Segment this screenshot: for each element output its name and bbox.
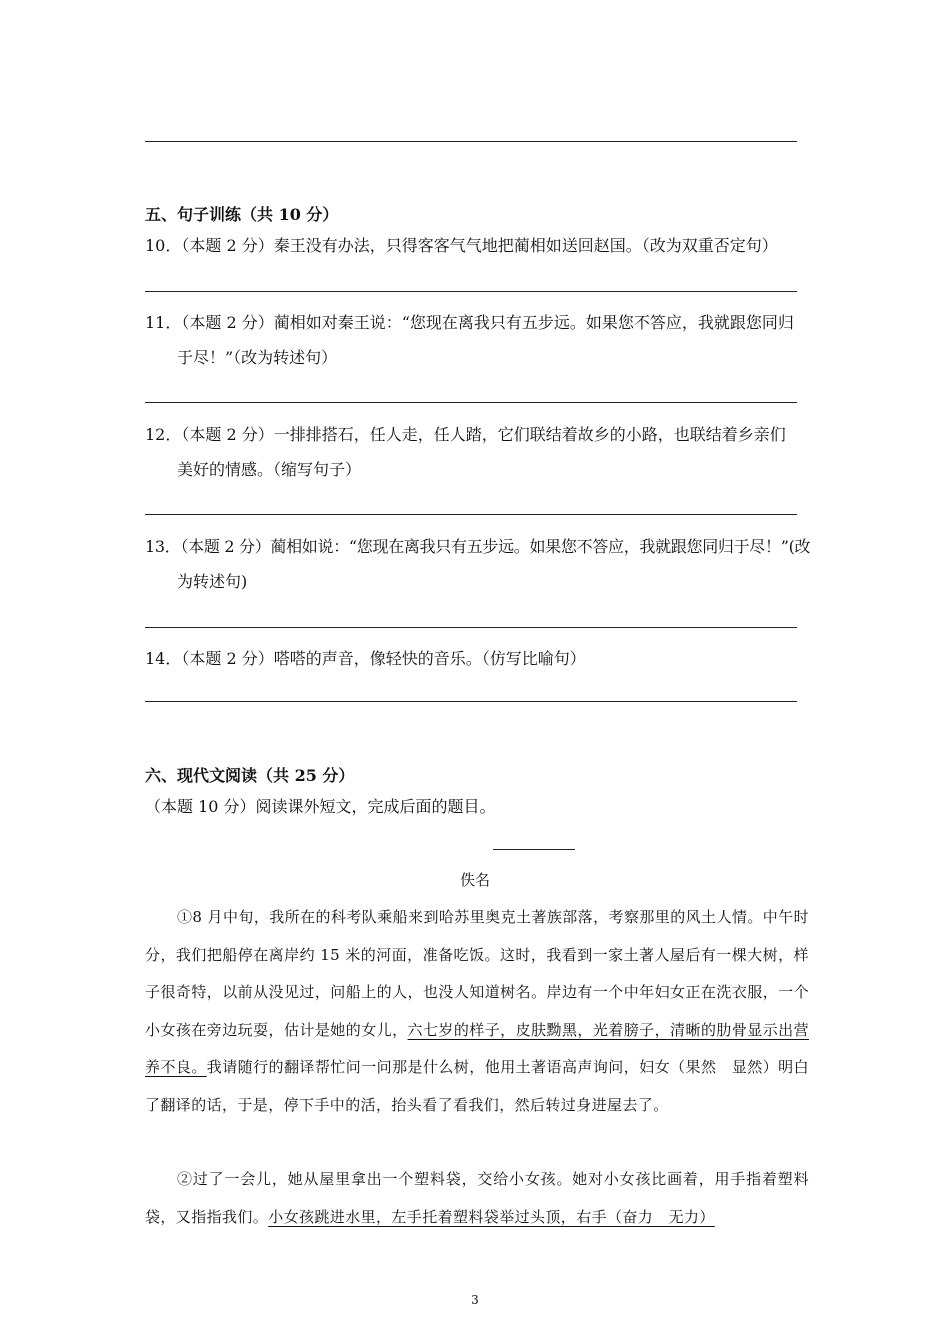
question-12-continued: 美好的情感。（缩写句子） xyxy=(177,460,362,479)
question-11-continued: 于尽！”（改为转述句） xyxy=(177,348,338,367)
question-10: 10．（本题 2 分）秦王没有办法，只得客客气气地把蔺相如送回赵国。（改为双重否定句） xyxy=(145,236,778,255)
question-12: 12．（本题 2 分）一排排搭石，任人走，任人踏，它们联结着故乡的小路，也联结着乡亲们 xyxy=(145,425,786,444)
answer-line xyxy=(145,291,797,292)
paragraph-1-text: ①8 月中旬，我所在的科考队乘船来到哈苏里奥克土著族部落，考察那里的风土人情。中午时分，我们把船停在离岸约 15 米的河面，准备吃饭。这时，我看到一家土著人屋后有一棵大树，样子很奇特，以前从没见过，问船上的人，也没人知道树名。岸边有一个中年妇女正在洗衣服，一个小女孩在旁边玩耍，估计是她的女儿， xyxy=(145,908,809,1039)
question-13-continued: 为转述句) xyxy=(177,572,248,591)
question-14: 14．（本题 2 分）嗒嗒的声音，像轻快的音乐。（仿写比喻句） xyxy=(145,649,586,668)
reading-instructions: （本题 10 分）阅读课外短文，完成后面的题目。 xyxy=(145,797,496,816)
paragraph-2-text: ②过了一会儿，她从屋里拿出一个塑料袋，交给小女孩。她对小女孩比画着，用手指着塑料袋，又指指我们。 xyxy=(145,1170,809,1226)
article-author: 佚名 xyxy=(459,871,490,889)
section-heading: 六、现代文阅读（共 25 分） xyxy=(145,766,355,785)
paragraph-1 xyxy=(145,899,809,1124)
answer-line xyxy=(145,514,797,515)
underlined-sentence: 六七岁的样子，皮肤黝黑，光着膀子，清晰的肋骨显示出营养不良。 xyxy=(145,1020,809,1076)
question-11: 11．（本题 2 分）蔺相如对秦王说：“您现在离我只有五步远。如果您不答应，我就跟您同归 xyxy=(145,313,794,332)
answer-line xyxy=(145,141,797,142)
section-heading: 五、句子训练（共 10 分） xyxy=(145,205,339,224)
answer-line xyxy=(145,402,797,403)
answer-line xyxy=(145,701,797,702)
page-number: 3 xyxy=(471,1293,479,1307)
paragraph-2 xyxy=(145,1161,809,1236)
underlined-sentence: 小女孩跳进水里，左手托着塑料袋举过头顶，右手（奋力 无力） xyxy=(268,1207,715,1226)
title-blank xyxy=(493,849,575,850)
paragraph-1-text-end: 我请随行的翻译帮忙问一问那是什么树，他用土著语高声询问，妇女（果然 显然）明白了翻译的话，于是，停下手中的活，抬头看了看我们，然后转过身进屋去了。 xyxy=(145,1058,809,1114)
answer-line xyxy=(145,627,797,628)
question-13: 13．（本题 2 分）蔺相如说：“您现在离我只有五步远。如果您不答应，我就跟您同归于尽！”(改 xyxy=(145,537,811,556)
